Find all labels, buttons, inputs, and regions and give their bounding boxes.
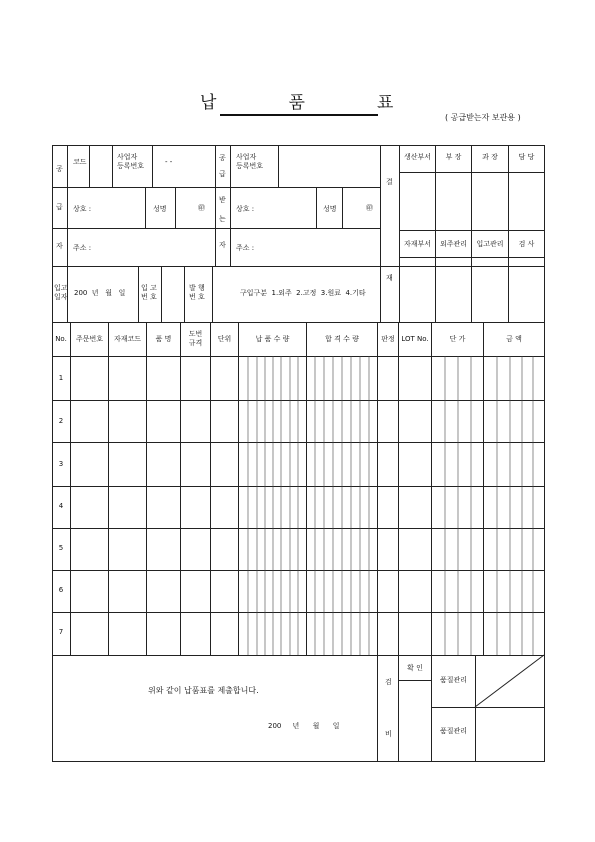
supplier-company-label: 상호 : <box>73 205 92 213</box>
title-char: 표 <box>377 93 396 113</box>
supplier-seal: ㊞ <box>198 204 205 212</box>
copy-note: ( 공급받는자 보관용 ) <box>445 113 521 122</box>
approval-row1-cell: 부 장 <box>445 153 462 161</box>
approval-row2-cell: 외주관리 <box>439 240 468 248</box>
col-header-unit: 단위 <box>217 335 232 343</box>
row-number: 3 <box>58 460 64 468</box>
col-header-spec: 도번 규격 <box>188 330 203 347</box>
row-number: 6 <box>58 586 64 594</box>
purchase-type: 구입구분 1.외주 2.고정 3.원료 4.기타 <box>240 289 366 297</box>
supplier-reg-no-label: 사업자 등록번호 <box>117 153 145 170</box>
confirm-label: 확 인 <box>407 664 423 672</box>
supplier-side-label-1: 공 <box>56 165 63 173</box>
col-header-no: No. <box>55 335 67 343</box>
col-header-passed-qty: 합 격 수 량 <box>325 335 359 343</box>
quality-manager-label: 품질관리 <box>439 727 468 735</box>
footer-statement: 위와 같이 납품표를 제출합니다. <box>148 686 259 695</box>
in-date-value: 200 년 월 일 <box>74 289 126 297</box>
in-no-label: 입 고 번 호 <box>141 284 157 301</box>
col-header-item-name: 품 명 <box>155 335 172 343</box>
row-number: 2 <box>58 417 64 425</box>
approval-row1-cell: 과 장 <box>482 153 498 161</box>
col-header-lot-no: LOT No. <box>401 335 429 343</box>
approval-row1-cell: 담 당 <box>518 153 535 161</box>
title-char: 품 <box>288 93 307 113</box>
supplier-reg-dash: - - <box>165 158 173 166</box>
receiver-rep-label: 성명 <box>323 205 337 213</box>
order-no-label: 발 행 번 호 <box>189 284 205 301</box>
receiver-side-label-2: 급 <box>219 170 226 178</box>
col-header-judgement: 판정 <box>381 335 395 343</box>
approval-row2-cell: 자재부서 <box>403 240 432 248</box>
supplier-address-label: 주소 : <box>73 244 92 252</box>
row-number: 4 <box>58 502 64 510</box>
approval-side-bottom: 재 <box>386 274 393 282</box>
receiver-seal: ㊞ <box>366 204 373 212</box>
row-number: 5 <box>58 544 64 552</box>
col-header-material-code: 자재코드 <box>113 335 142 343</box>
in-date-label: 입고 일자 <box>54 284 68 301</box>
receiver-address-label: 주소 : <box>236 244 255 252</box>
approval-row2-cell: 입고관리 <box>476 240 504 248</box>
receiver-side-label-5: 자 <box>219 241 226 249</box>
col-header-order-no: 주문번호 <box>75 335 104 343</box>
footer-date: 200 년 월 일 <box>268 722 340 730</box>
supplier-side-label-3: 자 <box>56 242 63 250</box>
approval-row2-cell: 검 사 <box>518 240 535 248</box>
quality-manager-label: 품질관리 <box>439 676 468 684</box>
col-header-amount: 금 액 <box>506 335 522 343</box>
supplier-side-label-2: 급 <box>56 203 63 211</box>
approval-row1-cell: 생산부서 <box>403 153 432 161</box>
receiver-company-label: 상호 : <box>236 205 255 213</box>
inspection-side-bottom: 비 <box>385 730 392 738</box>
col-header-unit-price: 단 가 <box>449 335 466 343</box>
inspection-side-top: 검 <box>385 678 392 686</box>
receiver-side-label-1: 공 <box>219 154 226 162</box>
supplier-rep-label: 성명 <box>153 205 167 213</box>
approval-side-top: 결 <box>386 178 393 186</box>
receiver-side-label-4: 는 <box>219 215 226 223</box>
receiver-reg-no-label: 사업자 등록번호 <box>236 153 264 170</box>
title-char: 납 <box>200 93 219 113</box>
receiver-side-label-3: 받 <box>219 196 226 204</box>
col-header-delivered-qty: 납 품 수 량 <box>255 335 290 343</box>
row-number: 1 <box>58 374 64 382</box>
row-number: 7 <box>58 628 64 636</box>
supplier-code-label: 코드 <box>73 158 87 166</box>
